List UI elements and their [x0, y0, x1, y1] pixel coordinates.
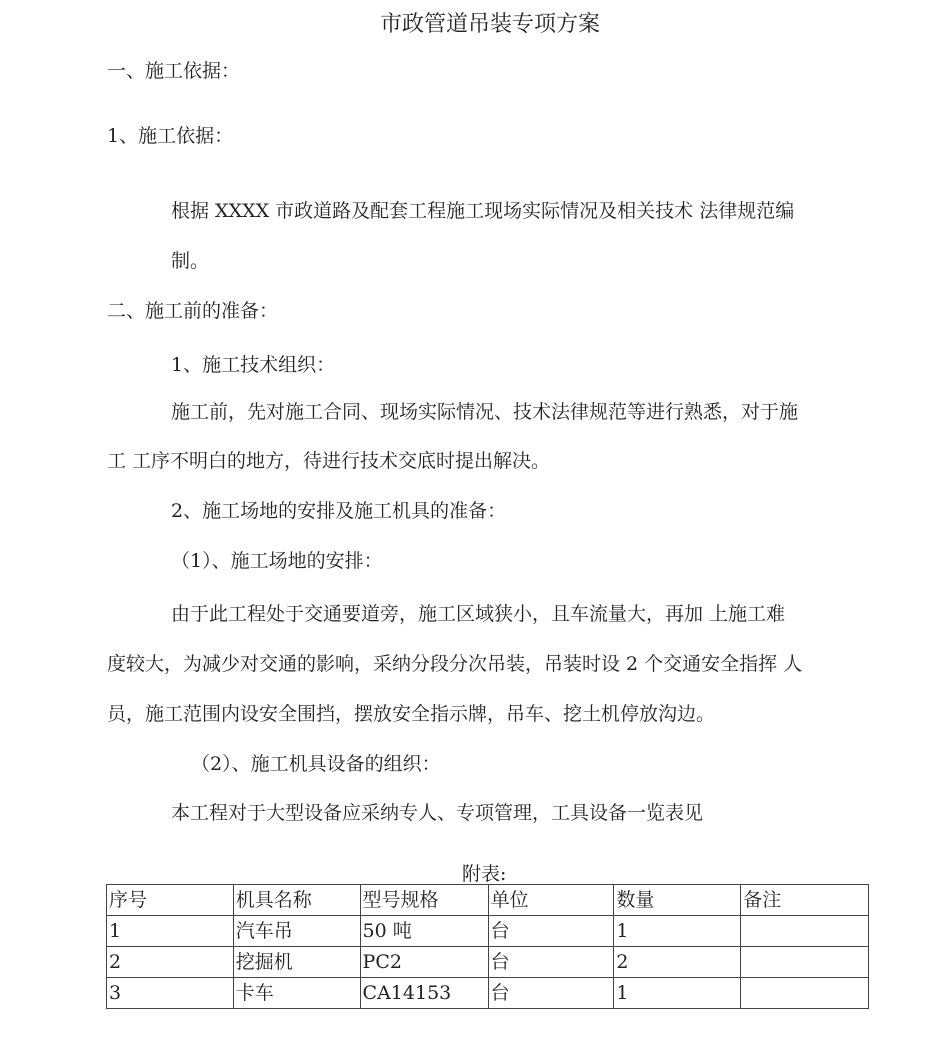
table-cell — [741, 947, 869, 978]
table-caption: 附表: — [462, 863, 507, 885]
paragraph-line: 工 工序不明白的地方，待进行技术交底时提出解决。 — [107, 450, 551, 472]
equipment-table — [106, 884, 869, 1009]
table-header-cell: 数量 — [614, 885, 741, 916]
subsection-heading: （2）、施工机具设备的组织： — [191, 753, 441, 775]
table-header-cell: 型号规格 — [360, 885, 488, 916]
table-cell: 50 吨 — [360, 916, 488, 947]
table-row — [107, 978, 869, 1009]
table-cell: 台 — [488, 947, 614, 978]
table-row — [107, 916, 869, 947]
table-header-cell: 机具名称 — [233, 885, 360, 916]
table-cell: 卡车 — [233, 978, 360, 1009]
table-cell: 2 — [107, 947, 234, 978]
subsection-heading: 2、施工场地的安排及施工机具的准备： — [171, 500, 507, 522]
table-cell: PC2 — [360, 947, 488, 978]
table-cell: 汽车吊 — [233, 916, 360, 947]
paragraph-line: 根据 XXXX 市政道路及配套工程施工现场实际情况及相关技术 法律规范编 — [171, 200, 795, 222]
table-cell: 台 — [488, 916, 614, 947]
subsection-heading: 1、施工依据： — [107, 125, 234, 147]
paragraph-line: 由于此工程处于交通要道旁，施工区域狭小，且车流量大，再加 上施工难 — [171, 603, 786, 625]
document-title: 市政管道吊装专项方案 — [379, 12, 600, 37]
table-header-cell: 备注 — [741, 885, 869, 916]
paragraph-line: 施工前，先对施工合同、现场实际情况、技术法律规范等进行熟悉，对于施 — [171, 401, 799, 423]
section-heading: 二、施工前的准备： — [107, 300, 279, 322]
table-cell: 挖掘机 — [233, 947, 360, 978]
table-header-cell: 序号 — [107, 885, 234, 916]
table-row — [107, 947, 869, 978]
subsection-heading: 1、施工技术组织： — [171, 354, 336, 376]
table-cell: 1 — [614, 978, 741, 1009]
paragraph-line: 本工程对于大型设备应采纳专人、专项管理，工具设备一览表见 — [171, 802, 704, 824]
section-heading: 一、施工依据： — [107, 60, 241, 82]
table-cell: 1 — [614, 916, 741, 947]
table-cell: 台 — [488, 978, 614, 1009]
table-cell: 3 — [107, 978, 234, 1009]
table-header-row — [107, 885, 869, 916]
table-cell — [741, 916, 869, 947]
paragraph-line: 度较大，为减少对交通的影响，采纳分段分次吊装，吊装时设 2 个交通安全指挥 人 — [107, 653, 803, 675]
paragraph-line: 制。 — [171, 250, 210, 272]
table-cell: CA14153 — [360, 978, 488, 1009]
paragraph-line: 员，施工范围内设安全围挡，摆放安全指示牌，吊车、挖土机停放沟边。 — [107, 703, 716, 725]
table-cell: 1 — [107, 916, 234, 947]
table-cell — [741, 978, 869, 1009]
subsection-heading: （1）、施工场地的安排： — [171, 550, 383, 572]
table-header-cell: 单位 — [488, 885, 614, 916]
table-cell: 2 — [614, 947, 741, 978]
